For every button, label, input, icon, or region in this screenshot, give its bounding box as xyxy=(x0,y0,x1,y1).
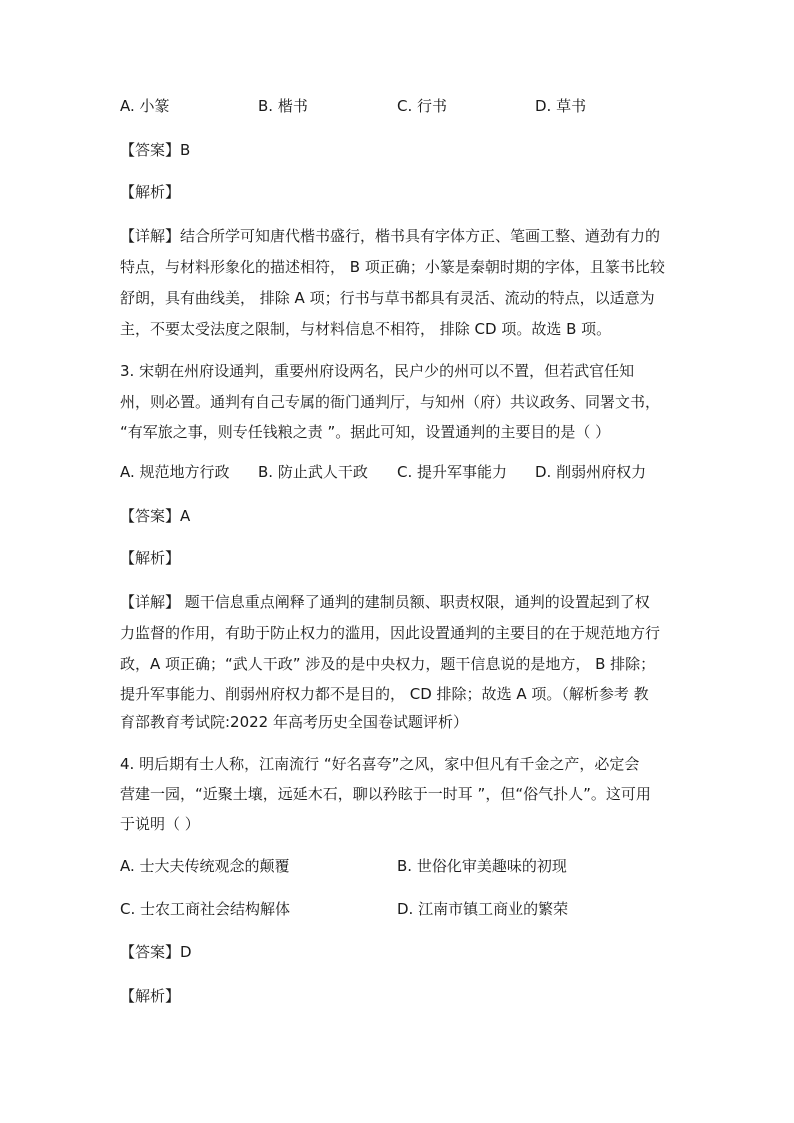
q2-detail-line: 特点，与材料形象化的描述相符， B 项正确；小篆是秦朝时期的字体，且篆书比较 xyxy=(120,258,665,276)
q3-option-d: D. 削弱州府权力 xyxy=(535,463,647,481)
q3-stem-line: 3. 宋朝在州府设通判，重要州府设两名，民户少的州可以不置，但若武官任知 xyxy=(120,362,635,380)
q4-answer: 【答案】D xyxy=(120,943,192,961)
q3-analysis-heading: 【解析】 xyxy=(120,549,181,567)
q2-option-d: D. 草书 xyxy=(535,97,587,115)
q2-option-c: C. 行书 xyxy=(397,97,448,115)
q3-option-b: B. 防止武人干政 xyxy=(258,463,368,481)
q3-option-c: C. 提升军事能力 xyxy=(397,463,508,481)
q3-answer: 【答案】A xyxy=(120,507,191,525)
q2-answer: 【答案】B xyxy=(120,141,191,159)
q4-option-c: C. 士农工商社会结构解体 xyxy=(120,900,291,918)
q4-option-b: B. 世俗化审美趣味的初现 xyxy=(397,857,567,875)
q3-detail-line: 提升军事能力、削弱州府权力都不是目的， CD 排除；故选 A 项。（解析参考 教 xyxy=(120,685,649,703)
q3-detail-line: 【详解】 题干信息重点阐释了通判的建制员额、职责权限，通判的设置起到了权 xyxy=(120,593,650,611)
q3-stem-line: “有军旅之事，则专任钱粮之责 ”。据此可知，设置通判的主要目的是（ ） xyxy=(120,423,611,441)
q4-option-a: A. 士大夫传统观念的颠覆 xyxy=(120,857,290,875)
q2-detail-line: 舒朗，具有曲线美， 排除 A 项；行书与草书都具有灵活、流动的特点，以适意为 xyxy=(120,289,655,307)
q3-detail-line: 育部教育考试院:2022 年高考历史全国卷试题评析） xyxy=(120,713,468,731)
q2-option-b: B. 楷书 xyxy=(258,97,308,115)
q3-detail-line: 力监督的作用，有助于防止权力的滥用，因此设置通判的主要目的在于规范地方行 xyxy=(120,624,661,642)
q4-stem-line: 于说明（ ） xyxy=(120,815,200,833)
q4-option-d: D. 江南市镇工商业的繁荣 xyxy=(397,900,569,918)
q3-option-a: A. 规范地方行政 xyxy=(120,463,230,481)
q3-stem-line: 州，则必置。通判有自己专属的衙门通判厅，与知州（府）共议政务、同署文书， xyxy=(120,393,661,411)
q2-detail-line: 主，不要太受法度之限制，与材料信息不相符， 排除 CD 项。故选 B 项。 xyxy=(120,320,612,338)
q2-analysis-heading: 【解析】 xyxy=(120,183,181,201)
q4-analysis-heading: 【解析】 xyxy=(120,987,181,1005)
q4-stem-line: 营建一园，“近聚土壤，远延木石，聊以矜眩于一时耳 ”，但“俗气扑人”。这可用 xyxy=(120,785,651,803)
q2-detail-line: 【详解】结合所学可知唐代楷书盛行，楷书具有字体方正、笔画工整、遒劲有力的 xyxy=(120,227,661,245)
q4-stem-line: 4. 明后期有士人称，江南流行 “好名喜夸”之风，家中但凡有千金之产，必定会 xyxy=(120,755,640,773)
q2-option-a: A. 小篆 xyxy=(120,97,170,115)
q3-detail-line: 政，A 项正确；“武人干政” 涉及的是中央权力，题干信息说的是地方， B 排除； xyxy=(120,655,656,673)
